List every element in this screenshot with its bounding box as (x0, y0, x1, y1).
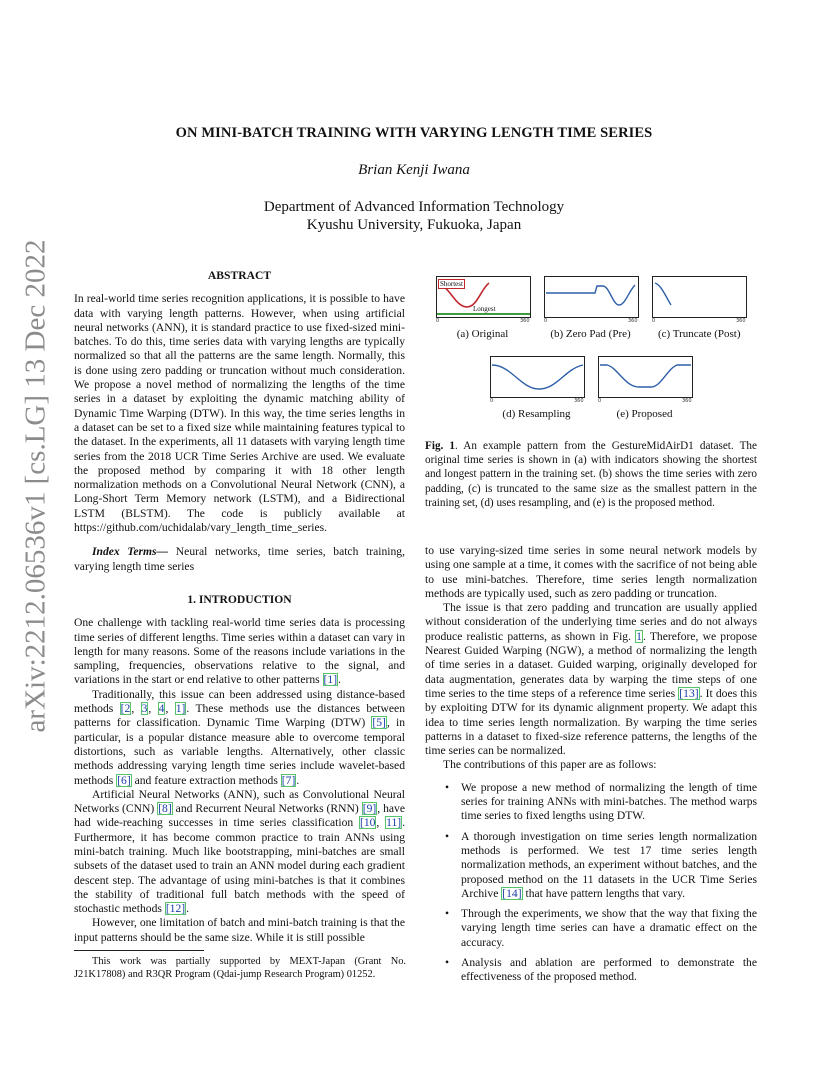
right-paragraph: to use varying-sized time series in some neural network models by using one sample at a time, it comes with the sacrifice of not being able to use mini-batches. Therefore, time series length normalization methods are typically used, such as zero padding or truncation. (425, 544, 757, 600)
panel-original (436, 276, 531, 318)
text-run: , (165, 702, 175, 716)
text-run: The issue is that zero padding and truncation are usually applied without consideration of the underlying time series and do not always produce realistic patterns, as shown in Fig. (425, 601, 757, 643)
panel-proposed (598, 356, 693, 398)
contributions-list (425, 781, 757, 985)
list-item-text: A thorough investigation on time series length normalization methods is performed. We test 17 time series length normalization methods, an experiment without batches, and the proposed method on the 11 datasets in the UCR Time Series Archive (461, 829, 757, 900)
citation-link[interactable]: [1] (323, 673, 338, 687)
list-item-text: that have pattern lengths that vary. (522, 886, 686, 900)
text-run: and feature extraction methods (131, 773, 281, 787)
citation-link[interactable]: [2 (120, 702, 131, 716)
text-run: . These methods use the distances between patterns for classification. Dynamic Time Warping (DTW) (74, 702, 405, 730)
right-paragraph (425, 601, 757, 758)
footnote (74, 955, 406, 981)
citation-link[interactable]: [5] (372, 716, 386, 730)
citation-link[interactable]: [7] (281, 773, 296, 787)
index-terms (74, 545, 405, 574)
panel-resampling (490, 356, 585, 398)
citation-link[interactable]: [6] (117, 773, 131, 787)
citation-link[interactable]: [13] (679, 686, 699, 700)
intro-paragraph: However, one limitation of batch and mini-batch training is that the input patterns should be the same size. While it is still possible (74, 916, 405, 944)
bullet-marker: • (445, 956, 450, 970)
caption-original: (a) Original (456, 328, 509, 340)
text-run: One challenge with tackling real-world time series data is processing time series of different lengths. Time series within a dataset can vary in length for many reasons. Some of the reasons include variations in the sampling, frequencies, observations relative to the signal, and variations in the start or end relative to other patterns (74, 616, 405, 687)
list-item (425, 781, 757, 824)
list-item-text: We propose a new method of normalizing the length of time series for training ANNs with mini-batches. The method warps time series to fixed lengths using DTW. (461, 780, 757, 823)
shortest-label: Shortest (440, 280, 463, 288)
tick-end: 360 (628, 318, 638, 324)
tick-end: 360 (736, 318, 746, 324)
intro-heading: 1. INTRODUCTION (187, 592, 292, 606)
tick-end: 360 (682, 398, 692, 404)
text-run: , (131, 702, 141, 716)
truncate-plot (653, 277, 746, 317)
tick-start: 0 (544, 318, 548, 324)
proposed-series-line (600, 365, 691, 387)
caption-truncate: (c) Truncate (Post) (658, 328, 741, 340)
truncate-series-line (655, 283, 671, 305)
caption-proposed: (e) Proposed (616, 408, 673, 420)
affiliation-line: Department of Advanced Information Technology (263, 199, 565, 215)
list-item-text: Analysis and ablation are performed to demonstrate the effectiveness of the proposed method. (461, 956, 757, 984)
text-run: . Furthermore, it has become common practice to train ANNs using mini-batch training. Much like bootstrapping, mini-batches are small subsets of the dataset used to train an ANN model during each gradient descent step. The advantage of using mini-batches is that it combines the stability of traditional full batch methods with the speed of stochastic methods (74, 816, 406, 916)
longest-label: Longest (473, 305, 496, 313)
bullet-marker: • (445, 829, 450, 843)
paper-title: ON MINI-BATCH TRAINING WITH VARYING LENGTH TIME SERIES (175, 125, 653, 141)
zero-pad-plot (545, 277, 638, 317)
tick-end: 360 (574, 398, 584, 404)
arxiv-stamp (14, 239, 58, 733)
text-run: , (148, 702, 158, 716)
text-run: . (338, 673, 341, 687)
figure-label: Fig. 1 (425, 440, 456, 452)
index-terms-text: Neural networks, time series, batch training, varying length time series (74, 545, 405, 573)
text-run: , in particular, is a popular distance measure able to overcome temporal distortions, such as variable lengths. Alternatively, other classic methods addressing varying length time series include wavelet-based methods (74, 716, 405, 787)
text-run: and Recurrent Neural Networks (RNN) (172, 802, 362, 816)
text-run: Artificial Neural Networks (ANN), such as Convolutional Neural Networks (CNN) (74, 787, 405, 816)
panel-zero-pad (544, 276, 639, 318)
zero-pad-series-line (546, 285, 635, 305)
figure-caption-text: . An example pattern from the GestureMidAirD1 dataset. The original time series is shown in (a) with indicators showing the shortest and longest pattern in the training set. (b) shows the time series with zero padding, (c) is truncated to the same size as the smallest pattern in the training set, (d) uses resampling, and (e) is the proposed method. (425, 440, 757, 509)
citation-link[interactable]: [9] (362, 802, 377, 816)
longest-indicator (437, 313, 530, 315)
author-name: Brian Kenji Iwana (358, 162, 470, 178)
citation-link[interactable]: [14] (502, 886, 522, 900)
list-item-text: Through the experiments, we show that the way that fixing the varying length time series can have a dramatic effect on the accuracy. (461, 907, 757, 949)
text-run: . (186, 902, 190, 916)
intro-paragraph (74, 688, 405, 788)
footnote-text: This work was partially supported by MEXT-Japan (Grant No. J21K17808) and R3QR Program (Qdai-jump Research Program) 01252. (74, 956, 406, 980)
arxiv-stamp-text: arXiv:2212.06536v1 [cs.LG] 13 Dec 2022 (19, 239, 52, 733)
citation-link[interactable]: 3 (141, 702, 148, 716)
index-terms-label: Index Terms— (92, 545, 169, 559)
bullet-marker: • (445, 907, 450, 921)
citation-link[interactable]: [12] (165, 902, 186, 916)
text-run: , (376, 816, 386, 830)
text-run: . Therefore, we propose Nearest Guided Warping (NGW), a method of normalizing the length of time series in a dataset. Guided warping, originally developed for data augmentation, generates data by warping the time steps of one time series to the time steps of a reference time series (425, 629, 757, 700)
tick-start: 0 (652, 318, 656, 324)
citation-link[interactable]: [8] (158, 802, 172, 816)
figure-link[interactable]: 1 (636, 629, 642, 643)
resampling-plot (491, 357, 584, 397)
figure-caption (425, 439, 757, 510)
intro-paragraph (74, 788, 405, 917)
caption-resampling: (d) Resampling (502, 408, 571, 420)
list-item (425, 907, 757, 950)
left-column (74, 269, 405, 945)
right-paragraph: The contributions of this paper are as follows: (443, 758, 657, 772)
text-run: , have had wide-reaching successes in time series classification (74, 802, 405, 830)
citation-link[interactable]: 1] (175, 702, 186, 716)
panel-truncate (652, 276, 747, 318)
citation-link[interactable]: 11] (386, 816, 402, 830)
resampling-series-line (492, 365, 583, 389)
right-column (425, 544, 757, 991)
abstract-heading: ABSTRACT (207, 269, 272, 282)
affiliation (0, 198, 828, 234)
text-run: . (296, 773, 300, 787)
citation-link[interactable]: 4 (158, 702, 165, 716)
figure-1 (424, 268, 764, 428)
list-item (425, 830, 757, 901)
affiliation-line: Kyushu University, Fukuoka, Japan (306, 217, 522, 233)
intro-paragraph (74, 616, 405, 687)
list-item (425, 956, 757, 985)
tick-start: 0 (490, 398, 494, 404)
tick-start: 0 (436, 318, 440, 324)
shortest-indicator (437, 280, 477, 281)
text-run: Traditionally, this issue can been addressed using distance-based methods (74, 687, 405, 716)
tick-start: 0 (598, 398, 602, 404)
caption-zero-pad: (b) Zero Pad (Pre) (550, 328, 631, 340)
abstract-text: In real-world time series recognition applications, it is possible to have data with varying length patterns. However, when using artificial neural networks (ANN), it is standard practice to use fixed-sized mini-batches. To do this, time series data with varying lengths are typically normalized so that all the patterns are the same length. Normally, this is done using zero padding or truncation without much consideration. We propose a novel method of normalizing the lengths of the time series in a dataset by exploiting the dynamic matching ability of Dynamic Time Warping (DTW). In this way, the time series lengths in a dataset can be set to a fixed size while maintaining features typical to the dataset. In the experiments, all 11 datasets with varying length time series from the 2018 UCR Time Series Archive are used. We evaluate the proposed method by comparing it with 18 other length normalization methods on a Convolutional Neural Network (CNN), a Long-Short Term Memory network (LSTM), and a Bidirectional LSTM (BLSTM). The code is publicly available at https://github.com/uchidalab/vary_length_time_series. (74, 292, 405, 535)
proposed-plot (599, 357, 692, 397)
bullet-marker: • (445, 780, 450, 794)
tick-end: 360 (520, 318, 530, 324)
text-run: . It does this by exploiting DTW for its dynamic alignment property. We adapt this idea to time series length normalization. By warping the time series patterns in a dataset to fixed-size reference patterns, the lengths of the time series can be normalized. (425, 686, 757, 758)
citation-link[interactable]: [10 (359, 816, 376, 830)
footnote-rule (74, 950, 204, 951)
